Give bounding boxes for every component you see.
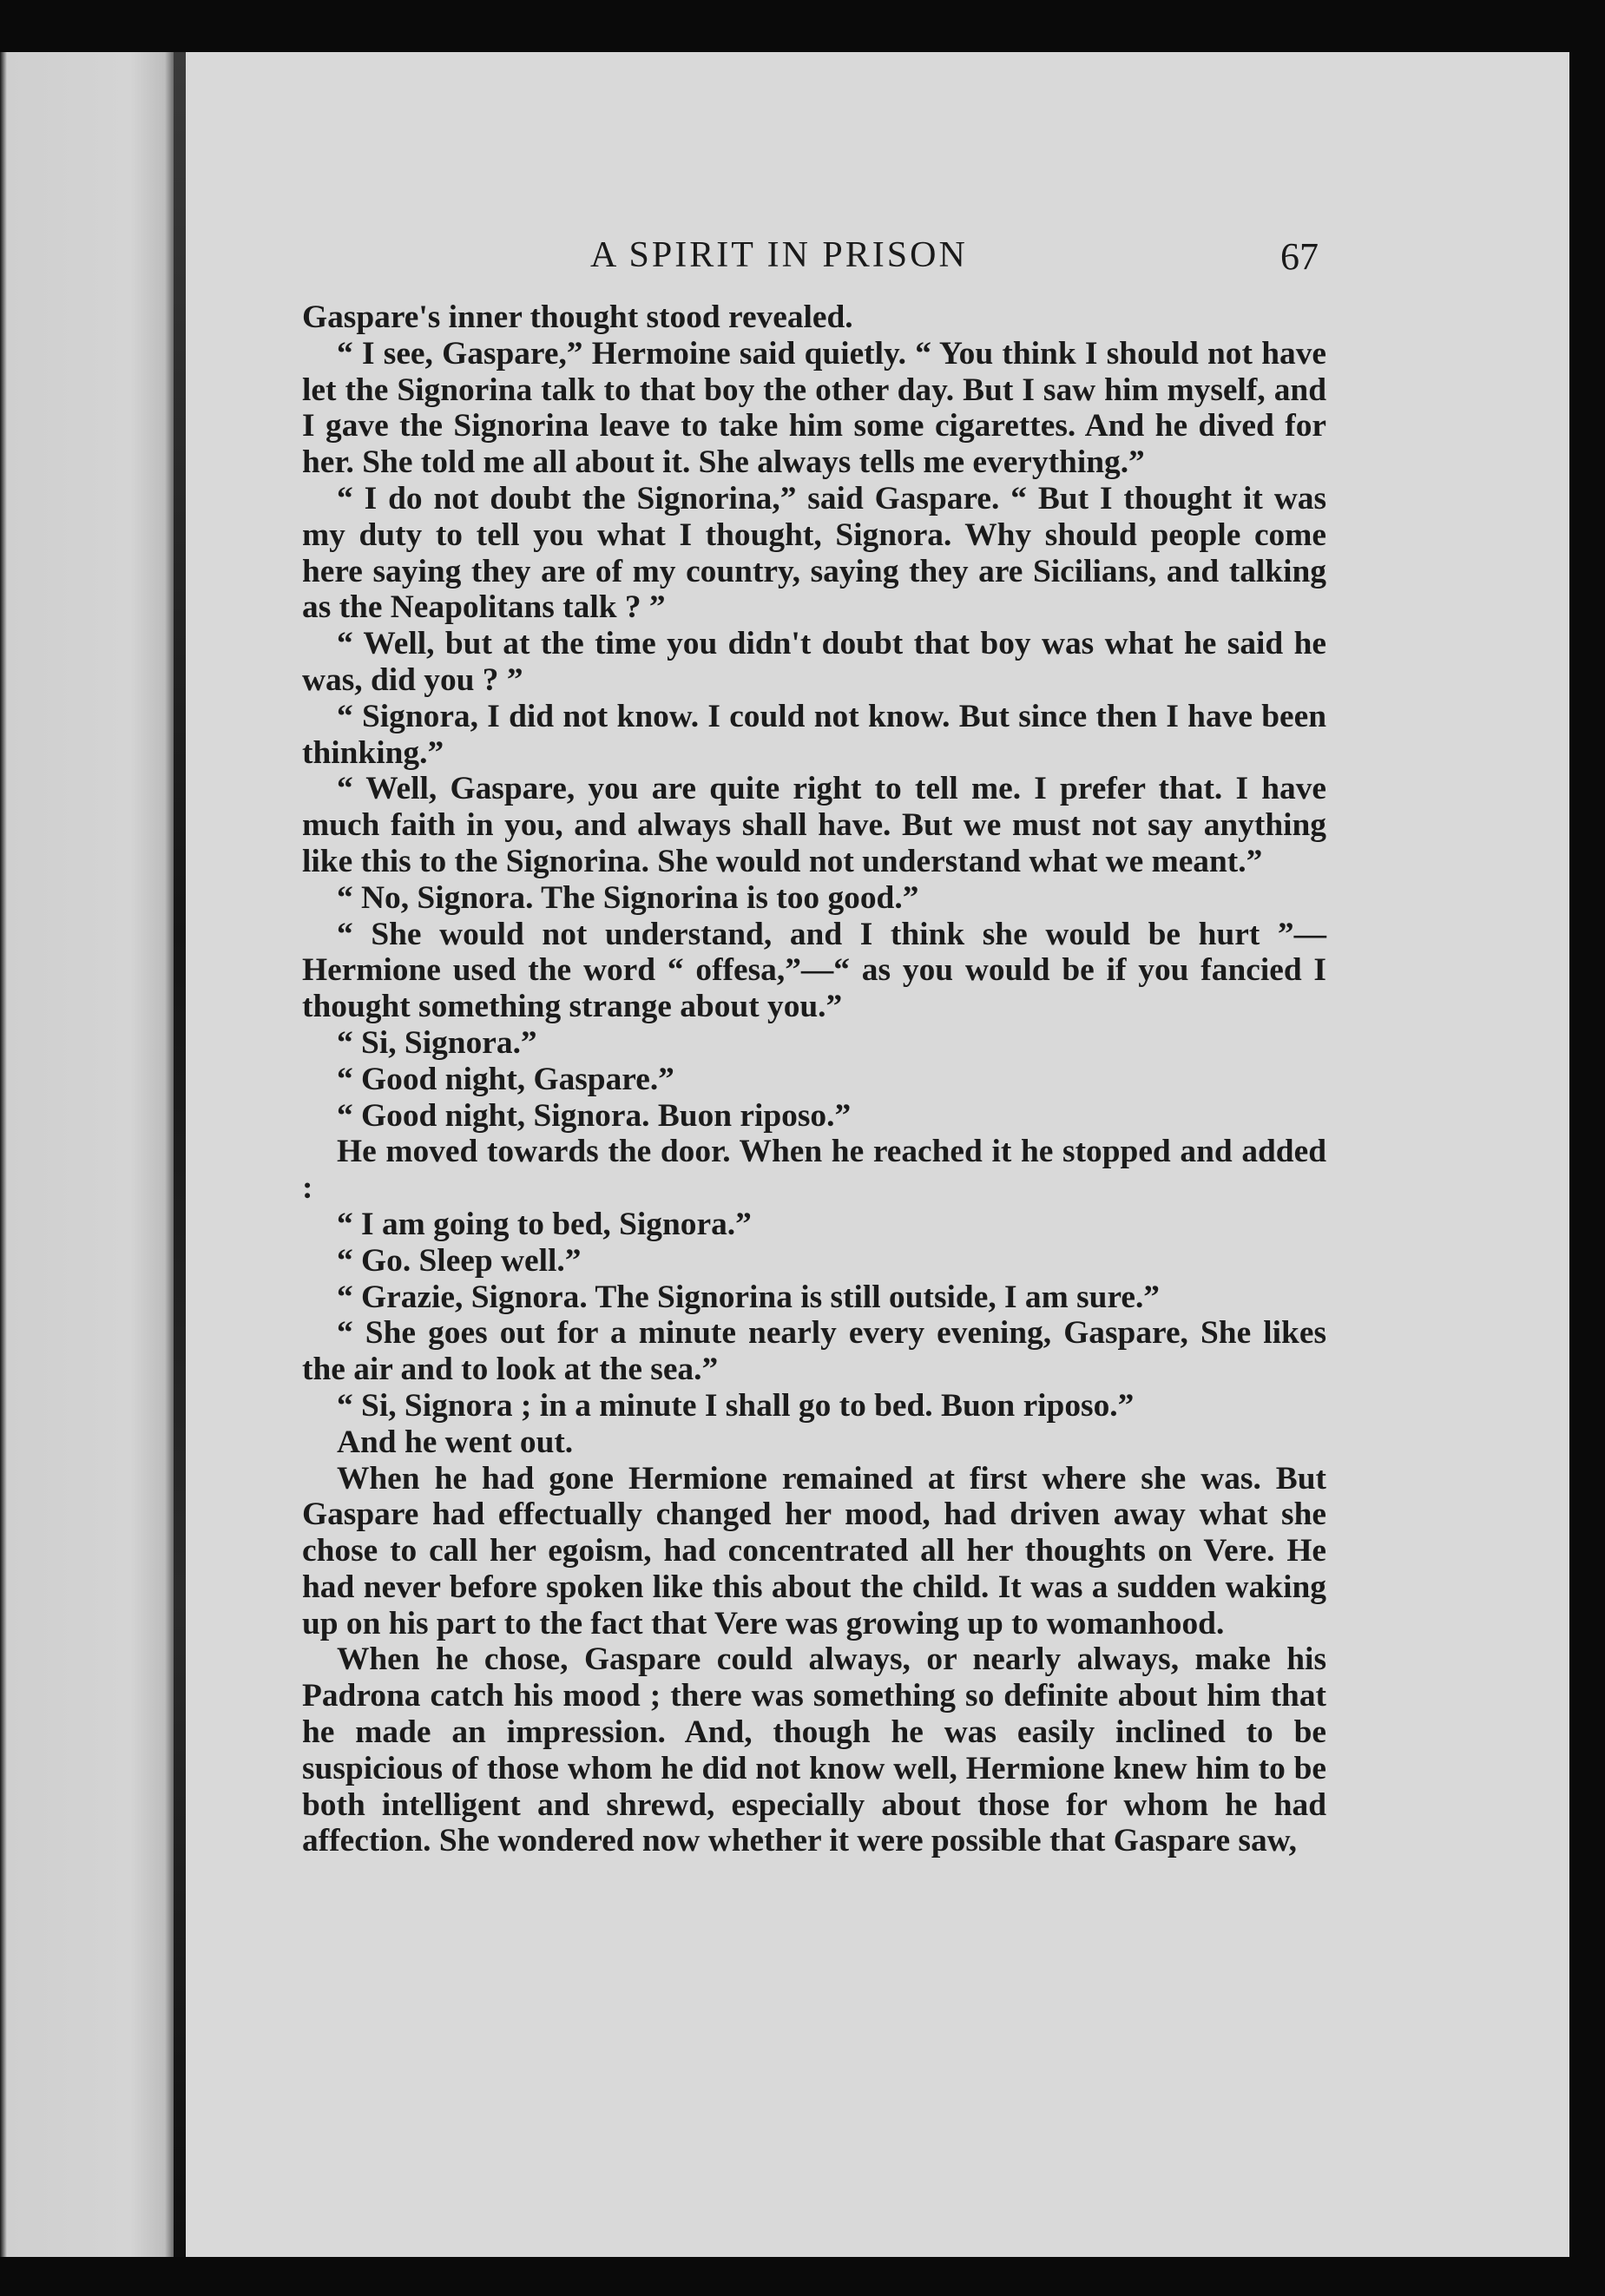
paragraph: “ Go. Sleep well.”	[337, 1242, 582, 1279]
paragraph: And he went out.	[337, 1424, 574, 1460]
paragraph: “ She would not understand, and I think she would be hurt ”—Hermione used the word “ offesa,”—“ as you would be if you fancied I thought something strange about you.”	[302, 916, 1326, 1025]
paragraph: “ Good night, Gaspare.”	[337, 1061, 674, 1097]
paragraph: When he had gone Hermione remained at first where she was. But Gaspare had effectually changed her mood, had driven away what she chose to call her egoism, had concentrated all her thoughts on Vere. He had never before spoken like this about the child. It was a sudden waking up on his part to the fact that Vere was growing up to womanhood.	[302, 1460, 1326, 1641]
book-binding	[0, 52, 181, 2257]
paragraph: “ Si, Signora ; in a minute I shall go to bed. Buon riposo.”	[337, 1387, 1135, 1424]
paragraph: “ Si, Signora.”	[337, 1024, 537, 1061]
paragraph: “ Signora, I did not know. I could not know. But since then I have been thinking.”	[302, 698, 1326, 771]
paragraph: “ Grazie, Signora. The Signorina is still outside, I am sure.”	[337, 1279, 1161, 1315]
paragraph: “ I do not doubt the Signorina,” said Gaspare. “ But I thought it was my duty to tell you what I thought, Signora. Why should people come here saying they are of my country, saying they are Sicilians, and talking as the Neapolitans talk ? ”	[302, 480, 1326, 626]
running-head: A SPIRIT IN PRISON	[590, 235, 968, 275]
paragraph: “ Good night, Signora. Buon riposo.”	[337, 1097, 852, 1134]
paragraph: “ She goes out for a minute nearly every evening, Gaspare, She likes the air and to look at the sea.”	[302, 1315, 1326, 1388]
paragraph: He moved towards the door. When he reached it he stopped and added :	[302, 1134, 1326, 1207]
paragraph: “ Well, Gaspare, you are quite right to tell me. I prefer that. I have much faith in you, and always shall have. But we must not say anything like this to the Signorina. She would not understand what we meant.”	[302, 771, 1326, 879]
page-header	[0, 234, 1605, 286]
paragraph: “ Well, but at the time you didn't doubt that boy was what he said he was, did you ? ”	[302, 626, 1326, 698]
page-number: 67	[1280, 235, 1319, 278]
paragraph: “ No, Signora. The Signorina is too good.”	[337, 879, 919, 916]
binding-edge	[174, 52, 186, 2257]
paragraph: “ I see, Gaspare,” Hermoine said quietly. “ You think I should not have let the Signorina talk to that boy the other day. But I saw him myself, and I gave the Signorina leave to take him some cigarettes. And he dived for her. She told me all about it. She always tells me everything.”	[302, 335, 1326, 481]
paragraph: When he chose, Gaspare could always, or nearly always, make his Padrona catch his mood ; there was something so definite about him that he made an impression. And, though he was easily inclined to be suspicious of those whom he did not know well, Hermione knew him to be both intelligent and shrewd, especially about those for whom he had affection. She wondered now whether it were possible that Gaspare saw,	[302, 1641, 1326, 1859]
paragraph: “ I am going to bed, Signora.”	[337, 1206, 752, 1242]
paragraph: Gaspare's inner thought stood revealed.	[302, 299, 853, 335]
body-text	[302, 299, 1326, 1859]
